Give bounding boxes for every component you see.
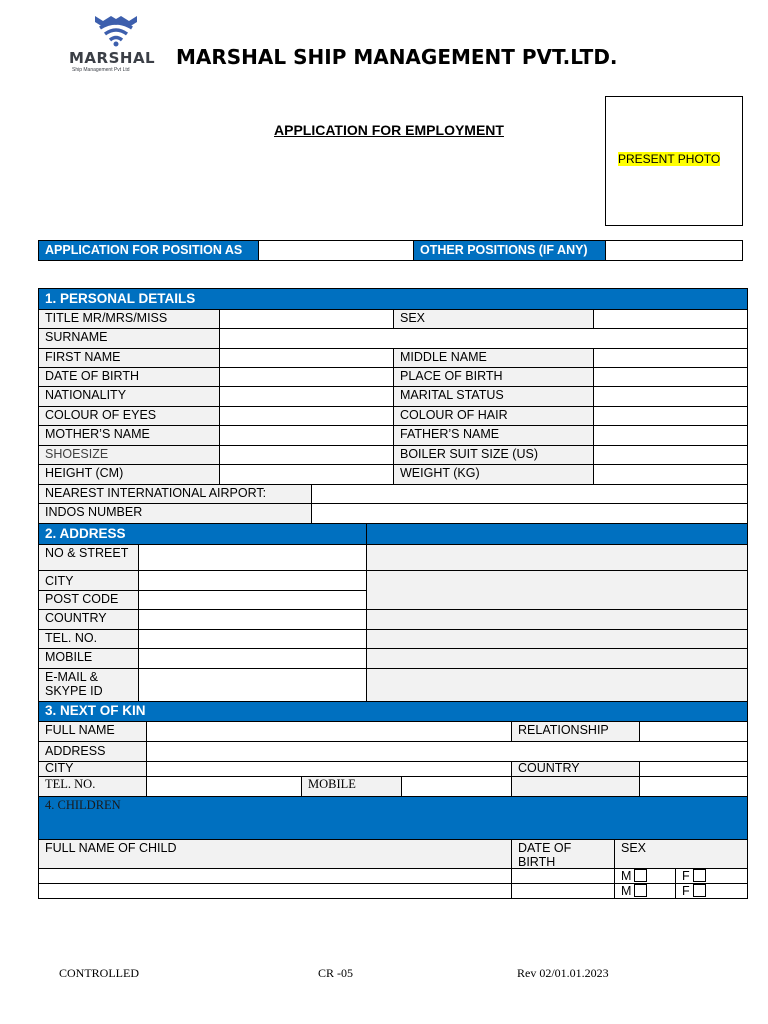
relationship-label: RELATIONSHIP bbox=[511, 721, 640, 742]
company-name: MARSHAL SHIP MANAGEMENT PVT.LTD. bbox=[176, 45, 618, 69]
hair-colour-label: COLOUR OF HAIR bbox=[393, 406, 594, 426]
title-label: TITLE MR/MRS/MISS bbox=[38, 309, 220, 329]
post-code-input[interactable] bbox=[138, 590, 367, 610]
street-input[interactable] bbox=[138, 544, 367, 571]
child-2-m-label: M bbox=[621, 884, 632, 898]
child-dob-line2: BIRTH bbox=[518, 855, 556, 869]
country-input[interactable] bbox=[138, 609, 367, 630]
personal-details-header: 1. PERSONAL DETAILS bbox=[38, 288, 748, 310]
indos-input[interactable] bbox=[311, 503, 748, 524]
indos-label: INDOS NUMBER bbox=[38, 503, 312, 524]
child-1-m-label: M bbox=[621, 869, 632, 883]
child-2-name-input[interactable] bbox=[38, 883, 512, 899]
boiler-suit-label: BOILER SUIT SIZE (US) bbox=[393, 445, 594, 465]
footer-doc-code: CR -05 bbox=[318, 966, 354, 980]
mobile-input-2[interactable] bbox=[366, 648, 748, 669]
city-input-2[interactable] bbox=[366, 570, 748, 610]
child-2-m-checkbox[interactable] bbox=[634, 884, 647, 897]
logo-subtitle: Ship Management Pvt Ltd bbox=[72, 67, 130, 73]
kin-header: 3. NEXT OF KIN bbox=[38, 701, 748, 722]
weight-label: WEIGHT (KG) bbox=[393, 464, 594, 485]
email-skype-label bbox=[38, 668, 139, 702]
child-1-dob-input[interactable] bbox=[511, 868, 615, 884]
child-name-label: FULL NAME OF CHILD bbox=[38, 839, 512, 869]
position-label: APPLICATION FOR POSITION AS bbox=[38, 240, 259, 261]
country-input-2[interactable] bbox=[366, 609, 748, 630]
city-input[interactable] bbox=[138, 570, 367, 591]
tel-label: TEL. NO. bbox=[38, 629, 139, 649]
tel-input-2[interactable] bbox=[366, 629, 748, 649]
middle-name-input[interactable] bbox=[593, 348, 748, 368]
airport-label: NEAREST INTERNATIONAL AIRPORT: bbox=[38, 484, 312, 504]
middle-name-label: MIDDLE NAME bbox=[393, 348, 594, 368]
child-1-sex-m bbox=[614, 868, 676, 884]
mother-name-label: MOTHER’S NAME bbox=[38, 425, 220, 446]
footer-controlled: CONTROLLED bbox=[59, 966, 139, 980]
pob-input[interactable] bbox=[593, 367, 748, 387]
kin-country-input[interactable] bbox=[639, 761, 748, 777]
weight-input[interactable] bbox=[593, 464, 748, 485]
dob-input[interactable] bbox=[219, 367, 394, 387]
email-input-2[interactable] bbox=[366, 668, 748, 702]
form-title: APPLICATION FOR EMPLOYMENT bbox=[274, 122, 504, 138]
kin-extra-1[interactable] bbox=[511, 776, 640, 797]
marital-status-label: MARITAL STATUS bbox=[393, 386, 594, 407]
height-input[interactable] bbox=[219, 464, 394, 485]
position-input[interactable] bbox=[258, 240, 414, 261]
first-name-input[interactable] bbox=[219, 348, 394, 368]
country-label: COUNTRY bbox=[38, 609, 139, 630]
email-label-line2: SKYPE ID bbox=[45, 684, 103, 698]
post-code-label: POST CODE bbox=[38, 590, 139, 610]
kin-city-input[interactable] bbox=[146, 761, 512, 777]
children-header: 4. CHILDREN bbox=[38, 796, 748, 840]
child-2-sex-m bbox=[614, 883, 676, 899]
photo-box[interactable] bbox=[605, 96, 743, 226]
kin-name-label: FULL NAME bbox=[38, 721, 147, 742]
child-1-name-input[interactable] bbox=[38, 868, 512, 884]
child-1-f-checkbox[interactable] bbox=[693, 869, 706, 882]
address-header-right bbox=[366, 523, 748, 545]
kin-tel-label: TEL. NO. bbox=[38, 776, 147, 797]
kin-tel-input[interactable] bbox=[146, 776, 302, 797]
father-name-label: FATHER’S NAME bbox=[393, 425, 594, 446]
first-name-label: FIRST NAME bbox=[38, 348, 220, 368]
street-input-2[interactable] bbox=[366, 544, 748, 571]
kin-mobile-label: MOBILE bbox=[301, 776, 402, 797]
child-2-f-label: F bbox=[682, 884, 690, 898]
nationality-label: NATIONALITY bbox=[38, 386, 220, 407]
shoesize-input[interactable] bbox=[219, 445, 394, 465]
child-2-f-checkbox[interactable] bbox=[693, 884, 706, 897]
child-1-f-label: F bbox=[682, 869, 690, 883]
other-positions-input[interactable] bbox=[605, 240, 743, 261]
wifi-shield-icon bbox=[66, 14, 164, 48]
kin-extra-2[interactable] bbox=[639, 776, 748, 797]
kin-mobile-input[interactable] bbox=[401, 776, 512, 797]
street-label: NO & STREET bbox=[38, 544, 139, 571]
kin-address-input[interactable] bbox=[146, 741, 748, 762]
height-label: HEIGHT (CM) bbox=[38, 464, 220, 485]
title-input[interactable] bbox=[219, 309, 394, 329]
child-2-sex-f bbox=[675, 883, 748, 899]
child-dob-label bbox=[511, 839, 615, 869]
address-header: 2. ADDRESS bbox=[38, 523, 367, 545]
company-logo bbox=[66, 14, 164, 76]
eye-colour-input[interactable] bbox=[219, 406, 394, 426]
kin-city-label: CITY bbox=[38, 761, 147, 777]
child-2-dob-input[interactable] bbox=[511, 883, 615, 899]
logo-word: MARSHAL bbox=[69, 49, 156, 67]
kin-address-label: ADDRESS bbox=[38, 741, 147, 762]
hair-colour-input[interactable] bbox=[593, 406, 748, 426]
mother-name-input[interactable] bbox=[219, 425, 394, 446]
shoesize-label: SHOESIZE bbox=[38, 445, 220, 465]
surname-input[interactable] bbox=[219, 328, 748, 349]
mobile-label: MOBILE bbox=[38, 648, 139, 669]
kin-name-input[interactable] bbox=[146, 721, 512, 742]
father-name-input[interactable] bbox=[593, 425, 748, 446]
nationality-input[interactable] bbox=[219, 386, 394, 407]
photo-label: PRESENT PHOTO bbox=[618, 152, 721, 166]
sex-label: SEX bbox=[393, 309, 594, 329]
email-label-line1: E-MAIL & bbox=[45, 670, 99, 684]
child-1-sex-f bbox=[675, 868, 748, 884]
child-1-m-checkbox[interactable] bbox=[634, 869, 647, 882]
city-label: CITY bbox=[38, 570, 139, 591]
other-positions-label: OTHER POSITIONS (IF ANY) bbox=[413, 240, 606, 261]
kin-country-label: COUNTRY bbox=[511, 761, 640, 777]
pob-label: PLACE OF BIRTH bbox=[393, 367, 594, 387]
tel-input[interactable] bbox=[138, 629, 367, 649]
boiler-suit-input[interactable] bbox=[593, 445, 748, 465]
eye-colour-label: COLOUR OF EYES bbox=[38, 406, 220, 426]
surname-label: SURNAME bbox=[38, 328, 220, 349]
dob-label: DATE OF BIRTH bbox=[38, 367, 220, 387]
child-sex-label: SEX bbox=[614, 839, 748, 869]
relationship-input[interactable] bbox=[639, 721, 748, 742]
email-input[interactable] bbox=[138, 668, 367, 702]
mobile-input[interactable] bbox=[138, 648, 367, 669]
airport-input[interactable] bbox=[311, 484, 748, 504]
footer-revision: Rev 02/01.01.2023 bbox=[517, 966, 609, 980]
marital-status-input[interactable] bbox=[593, 386, 748, 407]
child-dob-line1: DATE OF bbox=[518, 841, 572, 855]
sex-input[interactable] bbox=[593, 309, 748, 329]
